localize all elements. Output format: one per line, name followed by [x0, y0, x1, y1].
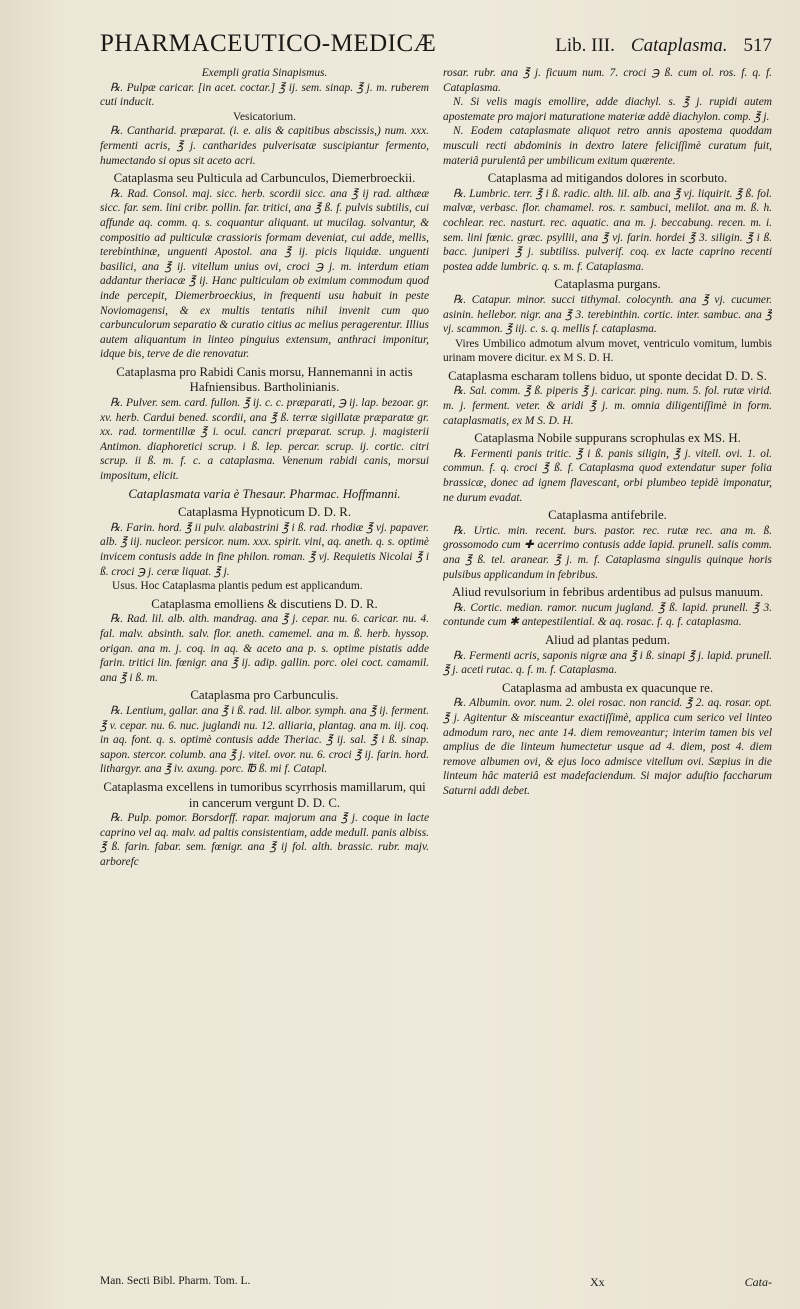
text-paragraph: ℞. Urtic. min. recent. burs. pastor. rec. rutæ rec. ana m. ß. grossomodo cum ✚ acerrimo contusis adde lapid. prunell. salis comm. ana ℥ ß. tel. aranear. ℥ j. m. f. Cataplasma singulis quinque horis pulsibus applicandum in febribus. — [443, 524, 772, 581]
recipe-heading: Cataplasmata varia è Thesaur. Pharmac. Hoffmanni. — [128, 486, 401, 501]
recipe-heading: Cataplasma escharam tollens biduo, ut sponte decidat D. D. S. — [448, 368, 767, 383]
signature-mark: Xx — [590, 1275, 605, 1289]
right-column — [443, 66, 772, 869]
text-paragraph: Exempli gratia Sinapismus. — [201, 67, 328, 79]
text-columns — [100, 66, 772, 869]
recipe-heading: Cataplasma ad ambusta ex quacunque re. — [501, 680, 714, 695]
text-paragraph: ℞. Cantharid. præparat. (i. e. alis & capitibus abscissis,) num. xxx. fermenti acris, ℥ j. cantharides pulverisatæ suscipiantur fermento, humectando si opus sit aceto acri. — [100, 125, 429, 167]
text-paragraph: ℞. Cortic. median. ramor. nucum jugland. ℥ ß. lapid. prunell. ℥ 3. contunde cum ✱ antepestilential. & aq. rosac. f. q. f. cataplasma. — [443, 601, 772, 629]
recipe-heading: Cataplasma Hypnoticum D. D. R. — [177, 505, 352, 520]
page-number: 517 — [743, 35, 772, 56]
section-title: Cataplasma. — [630, 35, 728, 56]
recipe-heading: Cataplasma ad mitigandos dolores in scorbuto. — [487, 171, 728, 186]
recipe-heading: Aliud ad plantas pedum. — [544, 632, 671, 647]
text-paragraph: Usus. Hoc Cataplasma plantis pedum est applicandum. — [112, 580, 363, 593]
text-paragraph: rosar. rubr. ana ℥ j. ficuum num. 7. croci ℈ ß. cum ol. ros. f. q. f. Cataplasma. — [443, 67, 772, 94]
text-paragraph: Vesicatorium. — [233, 110, 296, 123]
running-header — [100, 30, 772, 64]
running-title: PHARMACEUTICO-MEDICÆ — [100, 30, 437, 57]
library-mark: Man. Secti Bibl. Pharm. Tom. L. — [100, 1275, 251, 1287]
text-paragraph: ℞. Lumbric. terr. ℥ i ß. radic. alth. lil. alb. ana ℥ vj. liquirit. ℥ ß. fol. malvæ, verbasc. flor. chamamel. ros. r. sambuci, melilot. ana m. ß. h. cochlear. rec. nasturt. rec. aquatic. ana m. j. beccabung. recen. m. i. sem. lini fœnic. græc. psyllii, ana ℥ vj. farin. hordei ℥ 3. siligin. ℥ i ß. bacc. juniperi ℥ j. subtiliss. pulverif. coq. ex lacte caprino recenti postea adde lumbric. q. s. m. f. Cataplasma. — [443, 187, 772, 273]
text-paragraph: ℞. Farin. hord. ℥ ii pulv. alabastrini ℥ i ß. rad. rhodiæ ℥ vj. papaver. alb. ℥ iij. nucleor. persicor. num. xxx. spirit. vini, aq. aneth. q. s. optimè invicem contusis adde in fine philon. roman. ℥ vj. Requietis Nicolai ℥ i ß. croci ℈ j. ceræ liquat. ℥ j. — [100, 521, 429, 578]
recipe-heading: Cataplasma emolliens & discutiens D. D. R. — [151, 596, 378, 611]
text-paragraph: Vires Umbilico admotum alvum movet, ventriculo vomitum, lumbis urinam movere dicitur. ex M S. D. H. — [443, 337, 772, 365]
recipe-heading: Cataplasma excellens in tumoribus scyrrhosis mamillarum, qui in cancerum vergunt D. D. C. — [103, 779, 426, 810]
text-paragraph: ℞. Pulpæ caricar. [in acet. coctar.] ℥ ij. sem. sinap. ℥ j. m. ruberem cuti inducit. — [100, 81, 429, 109]
recipe-heading: Cataplasma pro Carbunculis. — [190, 688, 339, 703]
text-paragraph: ℞. Sal. comm. ℥ ß. piperis ℥ j. caricar. ping. num. 5. fol. rutæ virid. m. j. ferment. veter. & aridi ℥ j. m. omnia diligentiſſimè in form. cataplasmatis, ex M S. D. H. — [443, 385, 772, 427]
recipe-heading: Cataplasma purgans. — [554, 277, 661, 292]
text-paragraph: ℞. Rad. Consol. maj. sicc. herb. scordii sicc. ana ℥ ij rad. althææ sicc. far. sem. lini cribr. pollin. far. tritici, ana ℥ ß. f. pulvis subtilis, cui affunde aq. comm. q. s. coquantur aliquant. ut mucilag. solvantur, & compositio ad pulticulæ crassioris formam deveniat, cui adde, mellis, terebinthinæ, unguenti Apostol. ana ℥ ij. picis liquidæ. unguenti basilici, ana ℥ ij. vitellum unius ovi, croci ℈ j. m. interdum etiam addantur theriacæ ℥ ij. Hanc pulticulam ob eximium commodum quod inde percepit, Diemerbroeckius, in frequenti usu habuit in peste Noviomagensi, & ex multis tentatis nihil invenit cum quo carbunculorum separatio & curatio citius ac melius peragerentur. Illius autem aliquantum in linteo pinguius extensum, anthraci imponitur, idque bis, terve de die renovatur. — [100, 187, 429, 361]
text-paragraph: ℞. Fermenti acris, saponis nigræ ana ℥ i ß. sinapi ℥ j. lapid. prunell. ℥ j. aceti rutac. q. f. m. f. Cataplasma. — [443, 649, 772, 677]
text-paragraph: ℞. Albumin. ovor. num. 2. olei rosac. non rancid. ℥ 2. aq. rosar. opt. ℥ j. Agitentur & misceantur exactiſſimè, applica cum serico vel linteo admodum raro, nec ante 14. diem removeantur; interim tamen bis vel amplius de die linteum humectetur usque ad 4. diem, post 4. diem remove albumen ovi, & ejus loco admisce vitellum ovi. Sæpius in die linteum hâc materiâ est madefaciendum. Si major aduſtio faccharum Saturni addi debet. — [443, 697, 772, 797]
text-paragraph: N. Si velis magis emollire, adde diachyl. s. ℥ j. rupidi autem apostemate pro majori maturatione materiæ addè diachylon. comp. ℥ j. — [443, 96, 772, 123]
recipe-heading: Cataplasma antifebrile. — [548, 508, 667, 523]
text-paragraph: N. Eodem cataplasmate aliquot retro annis apostema quoddam musculi recti abdominis in dextro latere feliciſſimè curatum fuit, materiâ purulentâ per umbilicum exitum quærente. — [443, 125, 772, 167]
text-paragraph: ℞. Fermenti panis tritic. ℥ i ß. panis siligin, ℥ j. vitell. ovi. 1. ol. commun. f. q. croci ℥ ß. f. Cataplasma quod extendatur super folia brassicæ, donec ad ignem flavescant, orbi plumbeo tepidè imponatur, ne durum evadat. — [443, 447, 772, 504]
book-number: Lib. III. — [555, 35, 615, 56]
recipe-heading: Cataplasma seu Pulticula ad Carbunculos, Diemerbroeckii. — [113, 171, 416, 186]
text-paragraph: ℞. Pulp. pomor. Borsdorff. rapar. majorum ana ℥ j. coque in lacte caprino vel aq. malv. ad paltis consistentiam, adde medull. panis albiss. ℥ ß. farin. fabar. sem. fœnigr. ana ℥ ij fol. alth. brassic. rubr. majv. arborefc — [100, 812, 429, 868]
text-paragraph: ℞. Pulver. sem. card. fullon. ℥ ij. c. c. præparati, ℈ ij. lap. bezoar. gr. xv. herb. Cardui bened. scordii, ana ℥ ß. terræ sigillatæ præparatæ gr. xx. rad. tormentillæ ℥ i. ocul. cancri præparat. scrup. j. magisterii Antimon. diaphoretici scrup. i ß. lep. percar. scrup. ij. cortic. citri scrup. ii ß. m. f. c. a cataplasma. Venenum rabidi canis, morsui impositum, elicit. — [100, 397, 429, 483]
page-footer — [100, 1275, 772, 1295]
text-paragraph: ℞. Lentium, gallar. ana ℥ i ß. rad. lil. albor. symph. ana ℥ ij. ferment. ℥ v. cepar. nu. 6. nuc. juglandi nu. 12. alliaria, plantag. ana m. iij. coq. in aq. font. q. s. optimè contusis adde Theriac. ℥ ij. sal. ℥ i ß. sinap. sapon. stercor. columb. ana ℥ j. vitel. ovor. nu. 6. croci ℥ ij. farin. hord. lithargyr. ana ℥ iv. axung. porc. ℔ ß. mi f. Catapl. — [100, 704, 429, 776]
recipe-heading: Cataplasma pro Rabidi Canis morsu, Hannemanni in actis Hafniensibus. Bartholinianis. — [116, 364, 413, 395]
recipe-heading: Cataplasma Nobile suppurans scrophulas ex MS. H. — [474, 431, 741, 446]
text-paragraph: ℞. Rad. lil. alb. alth. mandrag. ana ℥ j. cepar. nu. 6. caricar. nu. 4. fal. malv. absinth. salv. flor. aneth. camemel. ana m. ß. herb. hyssop. origan. ana m. j. coq. in aq. & aceto ana p. s. optime pistatis adde farin. tritici lin. fœnigr. ana ℥ ij. adip. gallin. porc. olei coct. camamil. ana ℥ i ß. m. — [100, 613, 429, 684]
left-column — [100, 66, 429, 869]
recipe-heading: Aliud revulsorium in febribus ardentibus ad pulsus manuum. — [451, 585, 764, 600]
text-paragraph: ℞. Catapur. minor. succi tithymal. colocynth. ana ℥ vj. cucumer. asinin. hellebor. nigr. ana ℥ 3. terebinthin. cortic. inter. sambuc. ana ℥ vj. scammon. ℥ iij. c. s. q. mellis f. cataplasma. — [443, 293, 772, 336]
catchword: Cata- — [744, 1275, 772, 1289]
